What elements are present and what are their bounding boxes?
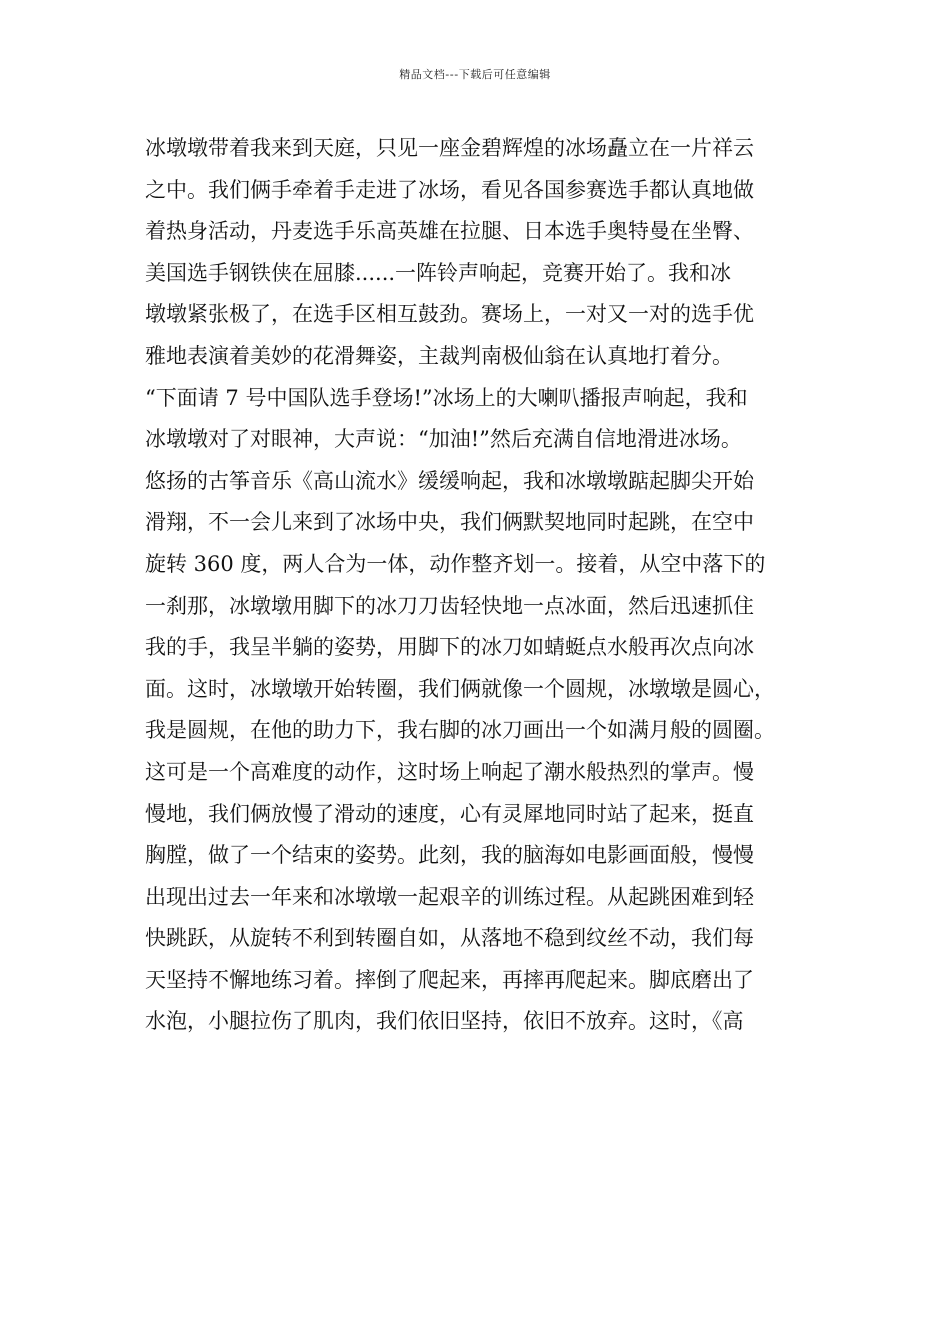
text-line: 滑翔，不一会儿来到了冰场中央，我们俩默契地同时起跳，在空中: [145, 510, 754, 535]
body-paragraph: [145, 128, 815, 1043]
text-line: 水泡，小腿拉伤了肌肉，我们依旧坚持，依旧不放弃。这时，《高: [145, 1009, 744, 1034]
page-header: 精品文档---下载后可任意编辑: [399, 68, 551, 81]
text-line: 墩墩紧张极了，在选手区相互鼓劲。赛场上，一对又一对的选手优: [145, 302, 754, 327]
text-line: 悠扬的古筝音乐《高山流水》缓缓响起，我和冰墩墩踮起脚尖开始: [145, 468, 754, 493]
text-line: 我的手，我呈半躺的姿势，用脚下的冰刀如蜻蜓点水般再次点向冰: [145, 635, 754, 660]
text-line: 雅地表演着美妙的花滑舞姿，主裁判南极仙翁在认真地打着分。: [145, 343, 733, 368]
text-line: 面。这时，冰墩墩开始转圈，我们俩就像一个圆规，冰墩墩是圆心，: [145, 676, 775, 701]
text-line: 快跳跃，从旋转不利到转圈自如，从落地不稳到纹丝不动，我们每: [145, 926, 754, 951]
text-line: 胸膛，做了一个结束的姿势。此刻，我的脑海如电影画面般，慢慢: [145, 843, 754, 868]
text-line: 旋转 360 度，两人合为一体，动作整齐划一。接着，从空中落下的: [145, 551, 766, 576]
text-line: 慢地，我们俩放慢了滑动的速度，心有灵犀地同时站了起来，挺直: [145, 801, 754, 826]
text-line: 我是圆规，在他的助力下，我右脚的冰刀画出一个如满月般的圆圈。: [145, 718, 775, 743]
text-line: 之中。我们俩手牵着手走进了冰场，看见各国参赛选手都认真地做: [145, 177, 754, 202]
text-line: 美国选手钢铁侠在屈膝......一阵铃声响起，竞赛开始了。我和冰: [145, 260, 732, 285]
text-line: 出现出过去一年来和冰墩墩一起艰辛的训练过程。从起跳困难到轻: [145, 884, 754, 909]
text-line: 着热身活动，丹麦选手乐高英雄在拉腿、日本选手奥特曼在坐臀、: [145, 219, 754, 244]
text-line: 冰墩墩对了对眼神，大声说：“加油!”然后充满自信地滑进冰场。: [145, 427, 742, 452]
text-line: 天坚持不懈地练习着。摔倒了爬起来，再摔再爬起来。脚底磨出了: [145, 967, 754, 992]
text-line: 冰墩墩带着我来到天庭，只见一座金碧辉煌的冰场矗立在一片祥云: [145, 136, 754, 160]
text-line: “下面请 7 号中国队选手登场!”冰场上的大喇叭播报声响起，我和: [145, 385, 748, 410]
text-line: 一刹那，冰墩墩用脚下的冰刀刀齿轻快地一点冰面，然后迅速抓住: [145, 593, 754, 618]
text-line: 这可是一个高难度的动作，这时场上响起了潮水般热烈的掌声。慢: [145, 759, 754, 784]
